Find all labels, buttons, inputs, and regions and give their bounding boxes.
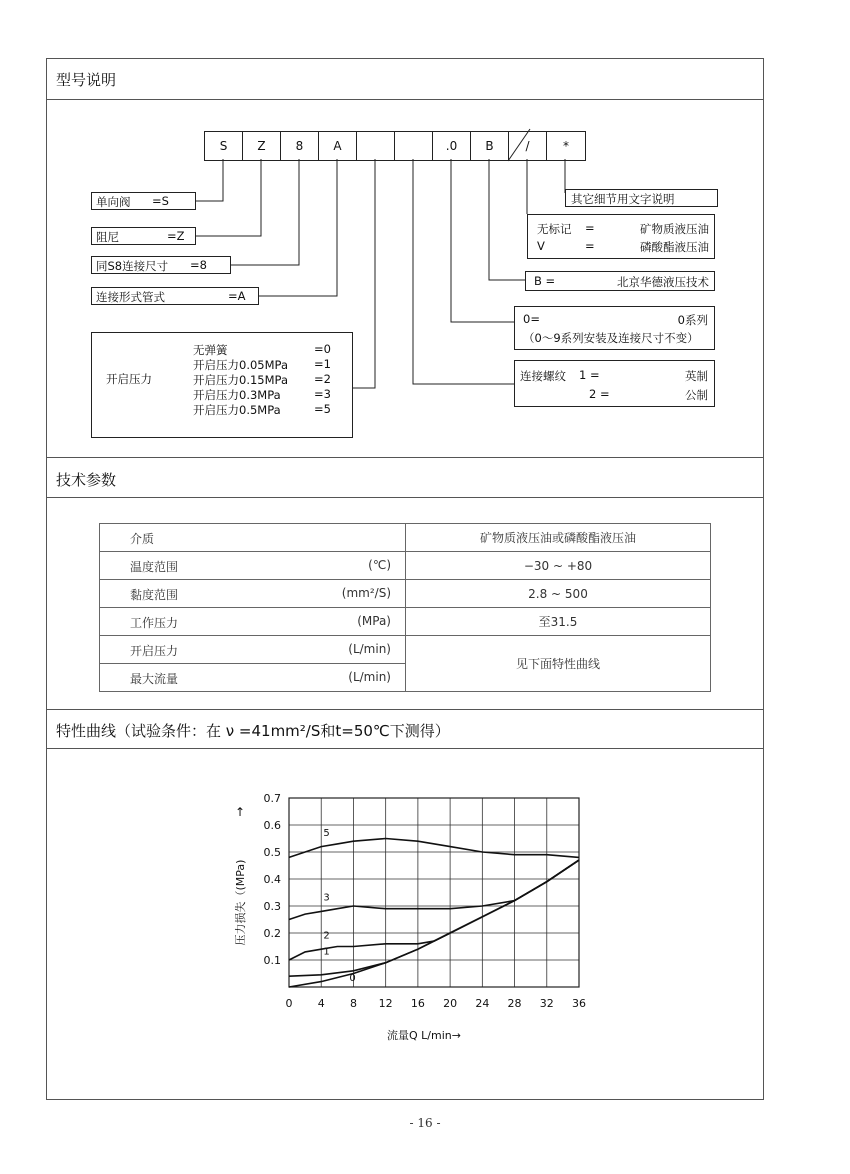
table-row [100, 552, 711, 580]
table-row [100, 580, 711, 608]
code-cell: .0 [433, 132, 471, 160]
thread-row1-code: 1 = [579, 368, 600, 382]
x-axis-label: 流量Q L/min→ [387, 1029, 461, 1042]
section-title-curve: 特性曲线（试验条件：在 ν =41mm²/S和t=50℃下测得） [56, 722, 450, 740]
option-label: 阻尼 [96, 230, 119, 244]
option-value: =A [228, 289, 246, 303]
param-name: 温度范围 [130, 560, 179, 574]
divider [46, 748, 764, 749]
param-name: 黏度范围 [130, 588, 179, 602]
oil-row1-b: = [585, 221, 595, 235]
pressure-item-label: 开启压力0.5MPa [193, 403, 281, 417]
y-tick-label: 0.4 [263, 873, 281, 886]
x-tick-label: 8 [349, 997, 357, 1010]
param-name-cell [100, 580, 406, 608]
option-box-thread [514, 360, 715, 407]
param-name-cell [100, 524, 406, 552]
series-code: 0= [523, 312, 540, 326]
param-value: 2.8 ~ 500 [406, 580, 711, 608]
characteristic-chart [0, 760, 850, 1060]
param-name: 最大流量 [130, 672, 179, 686]
pressure-item-value: =1 [314, 357, 331, 371]
model-code-row [204, 131, 586, 161]
series-line-5 [289, 839, 579, 858]
code-cell: / [509, 132, 547, 160]
code-cell: Z [243, 132, 281, 160]
param-unit: (MPa) [357, 614, 391, 628]
series-line-1 [289, 860, 579, 976]
oil-row1-a: 无标记 [537, 222, 572, 236]
pressure-item-label: 开启压力0.3MPa [193, 388, 281, 402]
series-note: （0～9系列安装及连接尺寸不变） [523, 331, 699, 345]
oil-row2-b: = [585, 239, 595, 253]
code-cell: A [319, 132, 357, 160]
series-label-1: 1 [323, 946, 330, 958]
param-value: 至31.5 [406, 608, 711, 636]
param-unit: (L/min) [348, 670, 391, 684]
series-label-5: 5 [323, 827, 330, 839]
option-box-pressure [91, 332, 353, 438]
oil-row2-a: V [537, 239, 545, 253]
brand-name: 北京华德液压技术 [617, 275, 709, 289]
pressure-item-value: =0 [314, 342, 331, 356]
param-value: −30 ~ +80 [406, 552, 711, 580]
x-tick-label: 4 [317, 997, 325, 1010]
y-tick-label: 0.3 [263, 900, 281, 913]
series-label-2: 2 [323, 930, 330, 942]
series-label-3: 3 [323, 892, 330, 904]
option-box-series [514, 306, 715, 350]
code-cell [357, 132, 395, 160]
thread-title: 连接螺纹 [520, 369, 566, 383]
params-table [99, 523, 711, 692]
plot-frame [289, 798, 579, 987]
param-name-cell [100, 608, 406, 636]
code-cell: S [205, 132, 243, 160]
section-title-model: 型号说明 [56, 71, 117, 89]
option-box-valve [91, 192, 196, 210]
x-tick-label: 36 [572, 997, 586, 1010]
y-tick-label: 0.6 [263, 819, 281, 832]
brand-code: B = [534, 274, 556, 288]
param-unit: (mm²/S) [341, 586, 391, 600]
other-label: 其它细节用文字说明 [571, 192, 675, 206]
x-tick-label: 20 [443, 997, 458, 1010]
option-box-damping [91, 227, 196, 245]
series-line-3 [289, 860, 579, 919]
divider [46, 709, 764, 710]
thread-row2-name: 公制 [685, 388, 708, 402]
param-name: 开启压力 [130, 644, 179, 658]
param-merged-value: 见下面特性曲线 [406, 636, 711, 692]
param-unit: (L/min) [348, 642, 391, 656]
x-tick-label: 16 [410, 997, 425, 1010]
x-tick-label: 24 [475, 997, 490, 1010]
y-tick-label: 0.2 [263, 927, 281, 940]
table-row [100, 608, 711, 636]
option-box-connection [91, 287, 259, 305]
option-label: 连接形式管式 [96, 290, 165, 304]
x-tick-label: 12 [378, 997, 393, 1010]
param-name-cell [100, 664, 406, 692]
y-tick-label: 0.5 [263, 846, 281, 859]
thread-row1-name: 英制 [685, 369, 708, 383]
table-row [100, 524, 711, 552]
param-name: 介质 [130, 532, 155, 546]
option-value: =8 [190, 258, 207, 272]
pressure-item-label: 开启压力0.05MPa [193, 358, 288, 372]
param-name: 工作压力 [130, 616, 179, 630]
param-unit: (℃) [368, 558, 391, 572]
option-value: =Z [167, 229, 185, 243]
option-box-brand [525, 271, 715, 291]
option-label: 同S8连接尺寸 [96, 259, 169, 273]
page-number: - 16 - [409, 1116, 441, 1130]
pressure-title: 开启压力 [106, 372, 152, 386]
series-label-0: 0 [349, 972, 356, 984]
param-name-cell [100, 636, 406, 664]
section-title-params: 技术参数 [56, 471, 117, 489]
option-box-size [91, 256, 231, 274]
param-value: 矿物质液压油或磷酸酯液压油 [406, 524, 711, 552]
table-row [100, 636, 711, 664]
option-box-oil [527, 214, 715, 259]
code-cell: * [563, 139, 569, 153]
oil-row2-c: 磷酸酯液压油 [640, 240, 709, 254]
option-value: =S [152, 194, 169, 208]
x-tick-label: 28 [507, 997, 522, 1010]
oil-row1-c: 矿物质液压油 [640, 222, 709, 236]
y-axis-label: 压力损失（(MPa) [234, 859, 247, 946]
code-cell: 8 [281, 132, 319, 160]
pressure-item-value: =3 [314, 387, 331, 401]
pressure-item-value: =5 [314, 402, 331, 416]
series-name: 0系列 [677, 313, 708, 327]
option-box-other [565, 189, 718, 207]
code-cell [395, 132, 433, 160]
y-tick-label: 0.7 [263, 792, 281, 805]
x-tick-label: 32 [539, 997, 554, 1010]
divider [46, 497, 764, 498]
y-tick-label: 0.1 [263, 954, 281, 967]
y-axis-arrow: ↑ [234, 805, 246, 819]
x-tick-label: 0 [285, 997, 293, 1010]
thread-row2-code: 2 = [589, 387, 610, 401]
code-cell: B [471, 132, 509, 160]
pressure-item-label: 开启压力0.15MPa [193, 373, 288, 387]
pressure-item-value: =2 [314, 372, 331, 386]
pressure-item-label: 无弹簧 [193, 343, 228, 357]
param-name-cell [100, 552, 406, 580]
option-label: 单向阀 [96, 195, 131, 209]
